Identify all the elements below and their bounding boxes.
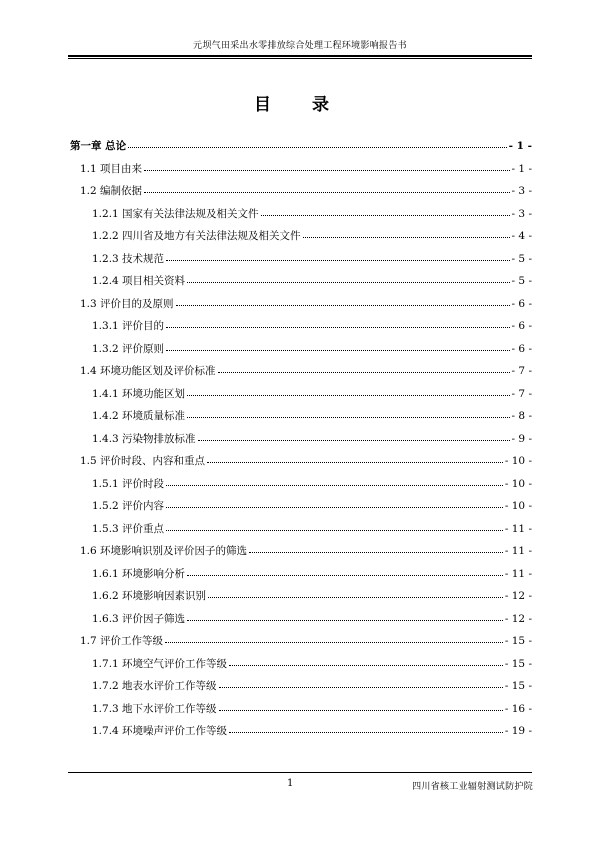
toc-leader-dots	[303, 227, 510, 238]
toc-leader-dots	[208, 587, 503, 598]
toc-entry[interactable]	[70, 206, 532, 229]
toc-leader-dots	[166, 520, 503, 531]
toc-leader-dots	[187, 610, 503, 621]
header-rule	[68, 55, 532, 57]
toc-entry-label: 1.5.1 评价时段	[92, 477, 165, 490]
toc-entry-label: 1.7.3 地下水评价工作等级	[92, 702, 217, 715]
toc-entry[interactable]	[70, 701, 532, 724]
toc-entry-page: - 11 -	[504, 522, 532, 535]
toc-entry-page: - 7 -	[511, 387, 532, 400]
toc-entry-label: 1.4.3 污染物排放标准	[92, 432, 196, 445]
toc-leader-dots	[218, 362, 510, 373]
toc-entry[interactable]	[70, 251, 532, 274]
toc-entry-page: - 1 -	[508, 140, 532, 152]
toc-entry-page: - 10 -	[504, 500, 532, 512]
toc-leader-dots	[128, 137, 507, 148]
toc-entry-label: 1.4 环境功能区划及评价标准	[80, 365, 216, 377]
toc-title: 目 录	[254, 95, 341, 115]
toc-entry-label: 1.2.2 四川省及地方有关法律法规及相关文件	[92, 230, 301, 242]
toc-entry-label: 1.2.4 项目相关资料	[92, 275, 186, 287]
toc-entry-label: 1.5 评价时段、内容和重点	[80, 455, 206, 467]
toc-entry-page: - 6 -	[511, 342, 532, 355]
toc-leader-dots	[166, 340, 509, 351]
toc-leader-dots	[187, 407, 509, 418]
toc-entry-label: 1.4.1 环境功能区划	[92, 387, 186, 400]
toc-entry-page: - 19 -	[504, 725, 532, 737]
toc-entry[interactable]	[70, 476, 532, 499]
toc-leader-dots	[187, 272, 509, 283]
page-header: 元坝气田采出水零排放综合处理工程环境影响报告书	[193, 41, 407, 51]
page-number: 1	[287, 778, 294, 789]
toc-entry-label: 1.7.2 地表水评价工作等级	[92, 680, 217, 692]
toc-leader-dots	[261, 205, 510, 216]
toc-entry[interactable]	[70, 386, 532, 409]
toc-leader-dots	[219, 677, 503, 688]
toc-entry-page: - 4 -	[511, 230, 532, 242]
toc-entry-page: - 8 -	[511, 410, 532, 422]
toc-entry-label: 1.2 编制依据	[80, 185, 143, 197]
header-rule-thin	[68, 58, 532, 59]
toc-leader-dots	[229, 722, 503, 733]
toc-entry[interactable]	[70, 228, 532, 251]
toc-entry-label: 1.4.2 环境质量标准	[92, 410, 186, 422]
toc-entry[interactable]	[70, 611, 532, 634]
toc-entry[interactable]	[70, 723, 532, 746]
toc-entry[interactable]	[70, 633, 532, 656]
toc-entry[interactable]	[70, 588, 532, 611]
toc-entry-label: 1.1 项目由来	[80, 162, 143, 175]
toc-entry-label: 1.6.2 环境影响因素识别	[92, 590, 207, 602]
toc-entry-page: - 10 -	[504, 477, 532, 490]
toc-entry[interactable]	[70, 431, 532, 454]
toc-leader-dots	[187, 385, 509, 396]
toc-entry-page: - 12 -	[504, 612, 532, 625]
toc-entry[interactable]	[70, 273, 532, 296]
toc-leader-dots	[198, 430, 510, 441]
toc-entry[interactable]	[70, 341, 532, 364]
toc-entry[interactable]	[70, 296, 532, 319]
toc-entry-page: - 3 -	[511, 185, 532, 197]
toc-entry-page: - 6 -	[511, 297, 532, 310]
toc-entry[interactable]	[70, 678, 532, 701]
footer-organization: 四川省核工业辐射测试防护院	[412, 782, 533, 792]
toc-leader-dots	[166, 250, 509, 261]
toc-leader-dots	[144, 182, 510, 193]
toc-leader-dots	[187, 565, 503, 576]
toc-entry-label: 1.7.4 环境噪声评价工作等级	[92, 725, 228, 737]
toc-entry-page: - 5 -	[511, 252, 532, 265]
toc-entry-label: 1.6.1 环境影响分析	[92, 567, 186, 580]
toc-leader-dots	[166, 317, 509, 328]
toc-entry-page: - 1 -	[511, 162, 532, 175]
toc-entry-label: 1.5.3 评价重点	[92, 522, 165, 535]
toc-leader-dots	[166, 497, 503, 508]
toc-leader-dots	[207, 452, 503, 463]
footer-rule	[68, 772, 532, 773]
toc-entry-label: 1.3 评价目的及原则	[80, 297, 174, 310]
toc-entry-label: 1.7.1 环境空气评价工作等级	[92, 657, 228, 670]
toc-entry[interactable]	[70, 521, 532, 544]
toc-entry[interactable]	[70, 183, 532, 206]
toc-entry-page: - 15 -	[504, 657, 532, 670]
toc-entry-label: 1.6.3 评价因子筛选	[92, 612, 186, 625]
toc-leader-dots	[229, 655, 503, 666]
toc-entry-page: - 5 -	[511, 275, 532, 287]
toc-entry-page: - 11 -	[504, 567, 532, 580]
toc-leader-dots	[166, 475, 503, 486]
table-of-contents	[70, 138, 532, 746]
toc-entry-page: - 12 -	[504, 590, 532, 602]
toc-entry[interactable]	[70, 161, 532, 184]
toc-leader-dots	[249, 542, 503, 553]
toc-entry-label: 1.2.1 国家有关法律法规及相关文件	[92, 207, 259, 220]
toc-entry-page: - 3 -	[511, 207, 532, 220]
toc-entry[interactable]	[70, 566, 532, 589]
toc-entry-label: 第一章 总论	[70, 140, 127, 152]
toc-entry[interactable]	[70, 543, 532, 566]
toc-entry[interactable]	[70, 453, 532, 476]
toc-entry-label: 1.6 环境影响识别及评价因子的筛选	[80, 545, 248, 557]
toc-leader-dots	[144, 160, 510, 171]
toc-entry-page: - 15 -	[504, 680, 532, 692]
toc-entry[interactable]	[70, 318, 532, 341]
toc-entry-page: - 11 -	[504, 545, 532, 557]
toc-entry[interactable]	[70, 138, 532, 161]
toc-entry[interactable]	[70, 408, 532, 431]
toc-entry-page: - 16 -	[504, 702, 532, 715]
toc-entry-page: - 15 -	[504, 635, 532, 647]
toc-entry[interactable]	[70, 498, 532, 521]
toc-entry-page: - 7 -	[511, 365, 532, 377]
toc-leader-dots	[219, 700, 503, 711]
toc-leader-dots	[176, 295, 510, 306]
toc-entry-page: - 6 -	[511, 320, 532, 332]
toc-entry-page: - 10 -	[504, 455, 532, 467]
toc-entry-label: 1.2.3 技术规范	[92, 252, 165, 265]
toc-entry[interactable]	[70, 363, 532, 386]
toc-entry-label: 1.7 评价工作等级	[80, 635, 164, 647]
toc-entry-label: 1.3.1 评价目的	[92, 320, 165, 332]
toc-entry[interactable]	[70, 656, 532, 679]
toc-leader-dots	[165, 632, 503, 643]
toc-entry-page: - 9 -	[511, 432, 532, 445]
toc-entry-label: 1.5.2 评价内容	[92, 500, 165, 512]
toc-entry-label: 1.3.2 评价原则	[92, 342, 165, 355]
